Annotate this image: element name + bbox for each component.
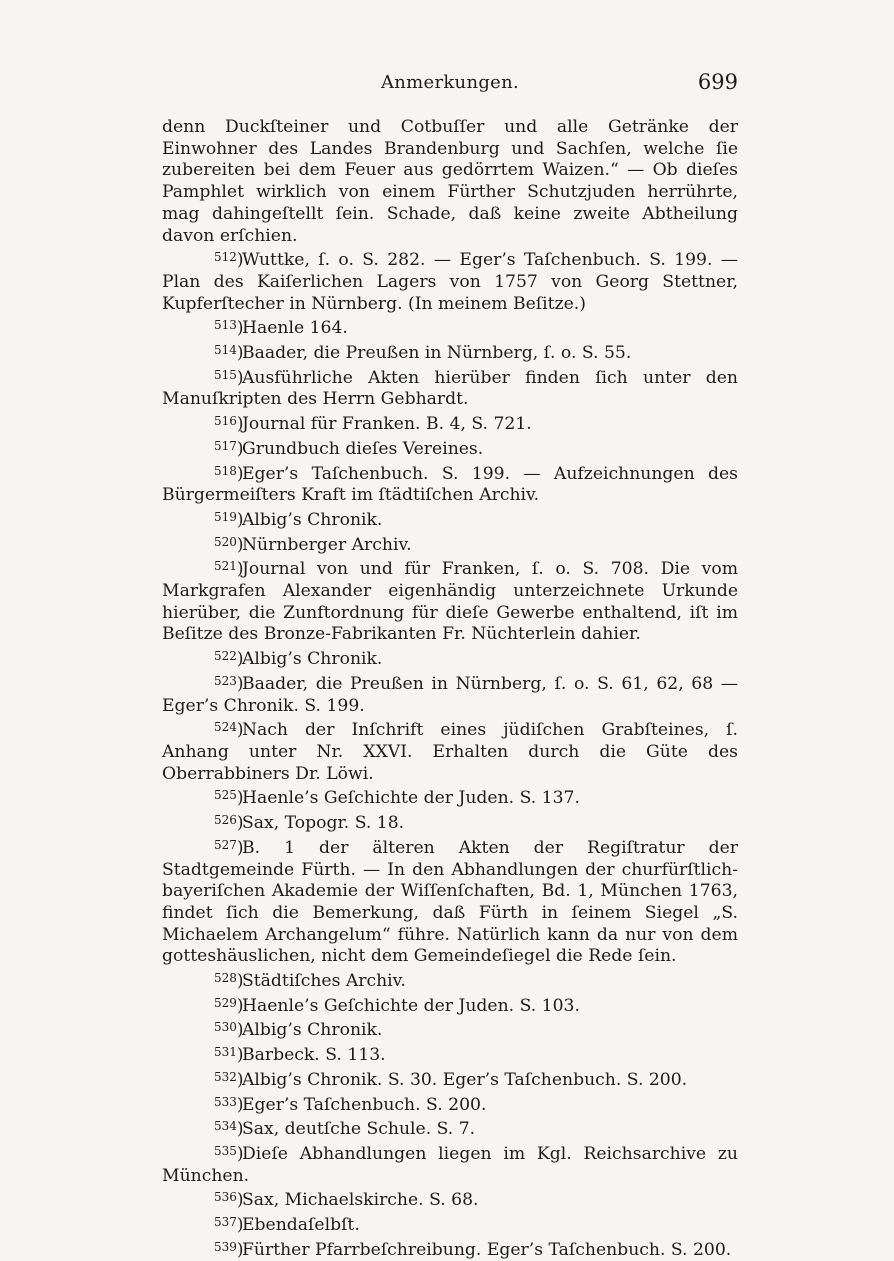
footnote-text: Albig’s Chronik. S. 30. Eger’s Taſchenbuch. S. 200. xyxy=(242,1069,688,1090)
footnote-text: Wuttke, ſ. o. S. 282. — Eger’s Taſchenbuch. S. 199. — Plan des Kaiſerlichen Lagers von 1757 von Georg Stettner, Kupferſtecher in Nürnberg. (In meinem Beſitze.) xyxy=(162,250,738,314)
footnote-number: 537 ) xyxy=(214,1212,242,1237)
footnote-number: 539 ) xyxy=(214,1237,242,1261)
footnote-516 xyxy=(162,411,738,436)
footnote-531 xyxy=(162,1042,738,1067)
footnote-number: 512 ) xyxy=(214,247,242,272)
footnote-517 xyxy=(162,436,738,461)
page-number: 699 xyxy=(697,70,738,94)
footnote-522 xyxy=(162,646,738,671)
footnote-number: 520 ) xyxy=(214,532,242,557)
footnote-525 xyxy=(162,785,738,810)
footnote-text: Nürnberger Archiv. xyxy=(242,534,412,555)
footnote-number: 526 ) xyxy=(214,810,242,835)
footnote-533 xyxy=(162,1092,738,1117)
footnote-528 xyxy=(162,968,738,993)
footnote-text: Albig’s Chronik. xyxy=(242,649,383,670)
footnote-number: 531 ) xyxy=(214,1042,242,1067)
footnote-text: Städtiſches Archiv. xyxy=(242,971,406,992)
footnote-text: Dieſe Abhandlungen liegen im Kgl. Reichsarchive zu München. xyxy=(162,1143,738,1186)
footnote-text: Fürther Pfarrbeſchreibung. Eger’s Taſchenbuch. S. 200. xyxy=(242,1239,732,1260)
footnote-532 xyxy=(162,1067,738,1092)
footnote-number: 535 ) xyxy=(214,1141,242,1166)
footnote-text: Sax, Michaelskirche. S. 68. xyxy=(242,1190,479,1211)
footnote-527 xyxy=(162,835,738,968)
footnote-text: Journal von und für Franken, ſ. o. S. 708. Die vom Markgrafen Alexander eigenhändig unterzeichnete Urkunde hierüber, die Zunftordnung für dieſe Gewerbe enthaltend, iſt im Beſitze des Bronze-Fabrikanten Fr. Nüchterlein dahier. xyxy=(162,559,738,645)
footnote-text: Baader, die Preußen in Nürnberg, ſ. o. S. 55. xyxy=(242,343,632,364)
footnote-523 xyxy=(162,671,738,717)
footnote-text: Baader, die Preußen in Nürnberg, ſ. o. S. 61, 62, 68 — Eger’s Chronik. S. 199. xyxy=(162,673,738,716)
footnote-text: Ausführliche Akten hierüber finden ſich unter den Manuſkripten des Herrn Gebhardt. xyxy=(162,367,738,410)
footnote-number: 514 ) xyxy=(214,340,242,365)
footnote-number: 525 ) xyxy=(214,785,242,810)
running-header xyxy=(162,72,738,102)
header-title: Anmerkungen. xyxy=(380,72,520,93)
footnote-529 xyxy=(162,993,738,1018)
footnote-539 xyxy=(162,1237,738,1261)
footnote-text: Nach der Inſchrift eines jüdiſchen Grabſteines, ſ. Anhang unter Nr. XXVI. Erhalten durch die Güte des Oberrabbiners Dr. Löwi. xyxy=(162,720,738,784)
footnote-number: 530 ) xyxy=(214,1017,242,1042)
footnote-512 xyxy=(162,247,738,315)
footnote-text: Albig’s Chronik. xyxy=(242,1020,383,1041)
footnote-515 xyxy=(162,365,738,411)
footnote-text: Grundbuch dieſes Vereines. xyxy=(242,438,484,459)
footnote-text: B. 1 der älteren Akten der Regiſtratur der Stadtgemeinde Fürth. — In den Abhandlungen der churfürſtlich-bayeriſchen Akademie der Wiſſenſchaften, Bd. 1, München 1763, findet ſich die Bemerkung, daß Fürth in ſeinem Siegel „S. Michaelem Archangelum“ führe. Natürlich kann da nur von dem gotteshäuslichen, nicht dem Gemeindeſiegel die Rede ſein. xyxy=(162,837,738,967)
footnote-537 xyxy=(162,1212,738,1237)
footnote-number: 527 ) xyxy=(214,835,242,860)
footnote-text: Eger’s Taſchenbuch. S. 199. — Aufzeichnungen des Bürgermeiſters Kraft im ſtädtiſchen Archiv. xyxy=(162,463,738,506)
footnote-number: 519 ) xyxy=(214,507,242,532)
footnote-number: 515 ) xyxy=(214,365,242,390)
footnote-number: 533 ) xyxy=(214,1092,242,1117)
intro-paragraph: denn Duckſteiner und Cotbuſſer und alle Getränke der Einwohner des Landes Brandenburg und Sachſen, welche ſie zubereiten bei dem Feuer aus gedörrtem Waizen.“ — Ob dieſes Pamphlet wirklich von einem Fürther Schutzjuden herrührte, mag dahingeſtellt ſein. Schade, daß keine zweite Abtheilung davon erſchien. xyxy=(162,117,738,246)
footnote-number: 534 ) xyxy=(214,1116,242,1141)
footnote-521 xyxy=(162,556,738,646)
footnote-text: Eger’s Taſchenbuch. S. 200. xyxy=(242,1094,487,1115)
footnote-number: 523 ) xyxy=(214,671,242,696)
footnote-526 xyxy=(162,810,738,835)
footnote-number: 528 ) xyxy=(214,968,242,993)
footnote-text: Haenle’s Geſchichte der Juden. S. 137. xyxy=(242,788,580,809)
footnote-text: Barbeck. S. 113. xyxy=(242,1045,386,1066)
footnote-text: Sax, Topogr. S. 18. xyxy=(242,813,405,834)
footnote-524 xyxy=(162,717,738,785)
footnote-number: 513 ) xyxy=(214,315,242,340)
footnote-number: 536 ) xyxy=(214,1187,242,1212)
footnote-535 xyxy=(162,1141,738,1187)
footnote-513 xyxy=(162,315,738,340)
footnote-number: 516 ) xyxy=(214,411,242,436)
footnote-text: Sax, deutſche Schule. S. 7. xyxy=(242,1119,476,1140)
footnote-520 xyxy=(162,532,738,557)
footnote-534 xyxy=(162,1116,738,1141)
footnote-530 xyxy=(162,1017,738,1042)
footnote-text: Albig’s Chronik. xyxy=(242,509,383,530)
footnote-519 xyxy=(162,507,738,532)
footnote-number: 529 ) xyxy=(214,993,242,1018)
footnote-number: 518 ) xyxy=(214,461,242,486)
footnote-text: Journal für Franken. B. 4, S. 721. xyxy=(242,414,532,435)
footnote-text: Ebendaſelbſt. xyxy=(242,1215,360,1236)
footnote-number: 521 ) xyxy=(214,556,242,581)
footnote-number: 532 ) xyxy=(214,1067,242,1092)
footnote-514 xyxy=(162,340,738,365)
footnote-536 xyxy=(162,1187,738,1212)
footnote-text: Haenle’s Geſchichte der Juden. S. 103. xyxy=(242,995,580,1016)
footnote-518 xyxy=(162,461,738,507)
body-text xyxy=(162,117,738,1261)
footnote-number: 522 ) xyxy=(214,646,242,671)
footnote-text: Haenle 164. xyxy=(242,318,348,339)
footnote-number: 524 ) xyxy=(214,717,242,742)
footnote-number: 517 ) xyxy=(214,436,242,461)
